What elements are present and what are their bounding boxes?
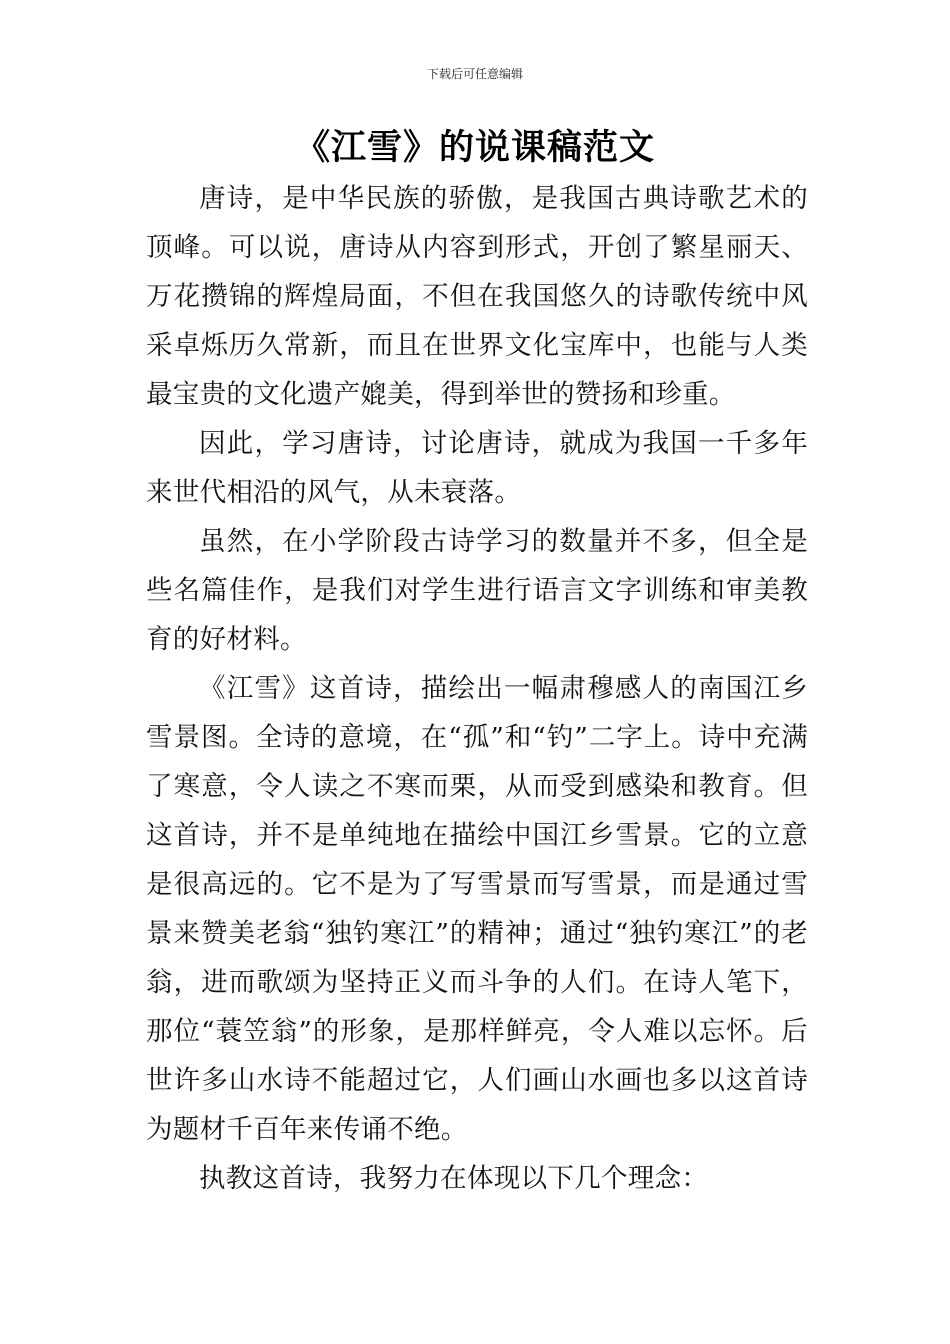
document-body xyxy=(146,174,808,1203)
paragraph-tang-poetry-intro: 唐诗，是中华民族的骄傲，是我国古典诗歌艺术的顶峰。可以说，唐诗从内容到形式，开创了繁星丽天、万花攒锦的辉煌局面，不但在我国悠久的诗歌传统中风采卓烁历久常新，而且在世界文化宝库中，也能与人类最宝贵的文化遗产媲美，得到举世的赞扬和珍重。 xyxy=(146,183,808,410)
header-note: 下载后可任意编辑 xyxy=(426,67,523,81)
paragraph-primary-school: 虽然，在小学阶段古诗学习的数量并不多，但全是些名篇佳作，是我们对学生进行语言文字训练和审美教育的好材料。 xyxy=(146,526,808,655)
paragraph-study-tradition: 因此，学习唐诗，讨论唐诗，就成为我国一千多年来世代相沿的风气，从未衰落。 xyxy=(146,428,808,508)
document-title: 《江雪》的说课稿范文 xyxy=(294,128,655,168)
paragraph-teaching-principles: 执教这首诗，我努力在体现以下几个理念： xyxy=(199,1163,709,1194)
paragraph-jiangxue-analysis: 《江雪》这首诗，描绘出一幅肃穆感人的南国江乡雪景图。全诗的意境，在“孤”和“钓”二字上。诗中充满了寒意，令人读之不寒而栗，从而受到感染和教育。但这首诗，并不是单纯地在描绘中国江乡雪景。它的立意是很高远的。它不是为了写雪景而写雪景，而是通过雪景来赞美老翁“独钓寒江”的精神；通过“独钓寒江”的老翁，进而歌颂为坚持正义而斗争的人们。在诗人笔下，那位“蓑笠翁”的形象，是那样鲜亮，令人难以忘怀。后世许多山水诗不能超过它，人们画山水画也多以这首诗为题材千百年来传诵不绝。 xyxy=(146,673,808,1145)
